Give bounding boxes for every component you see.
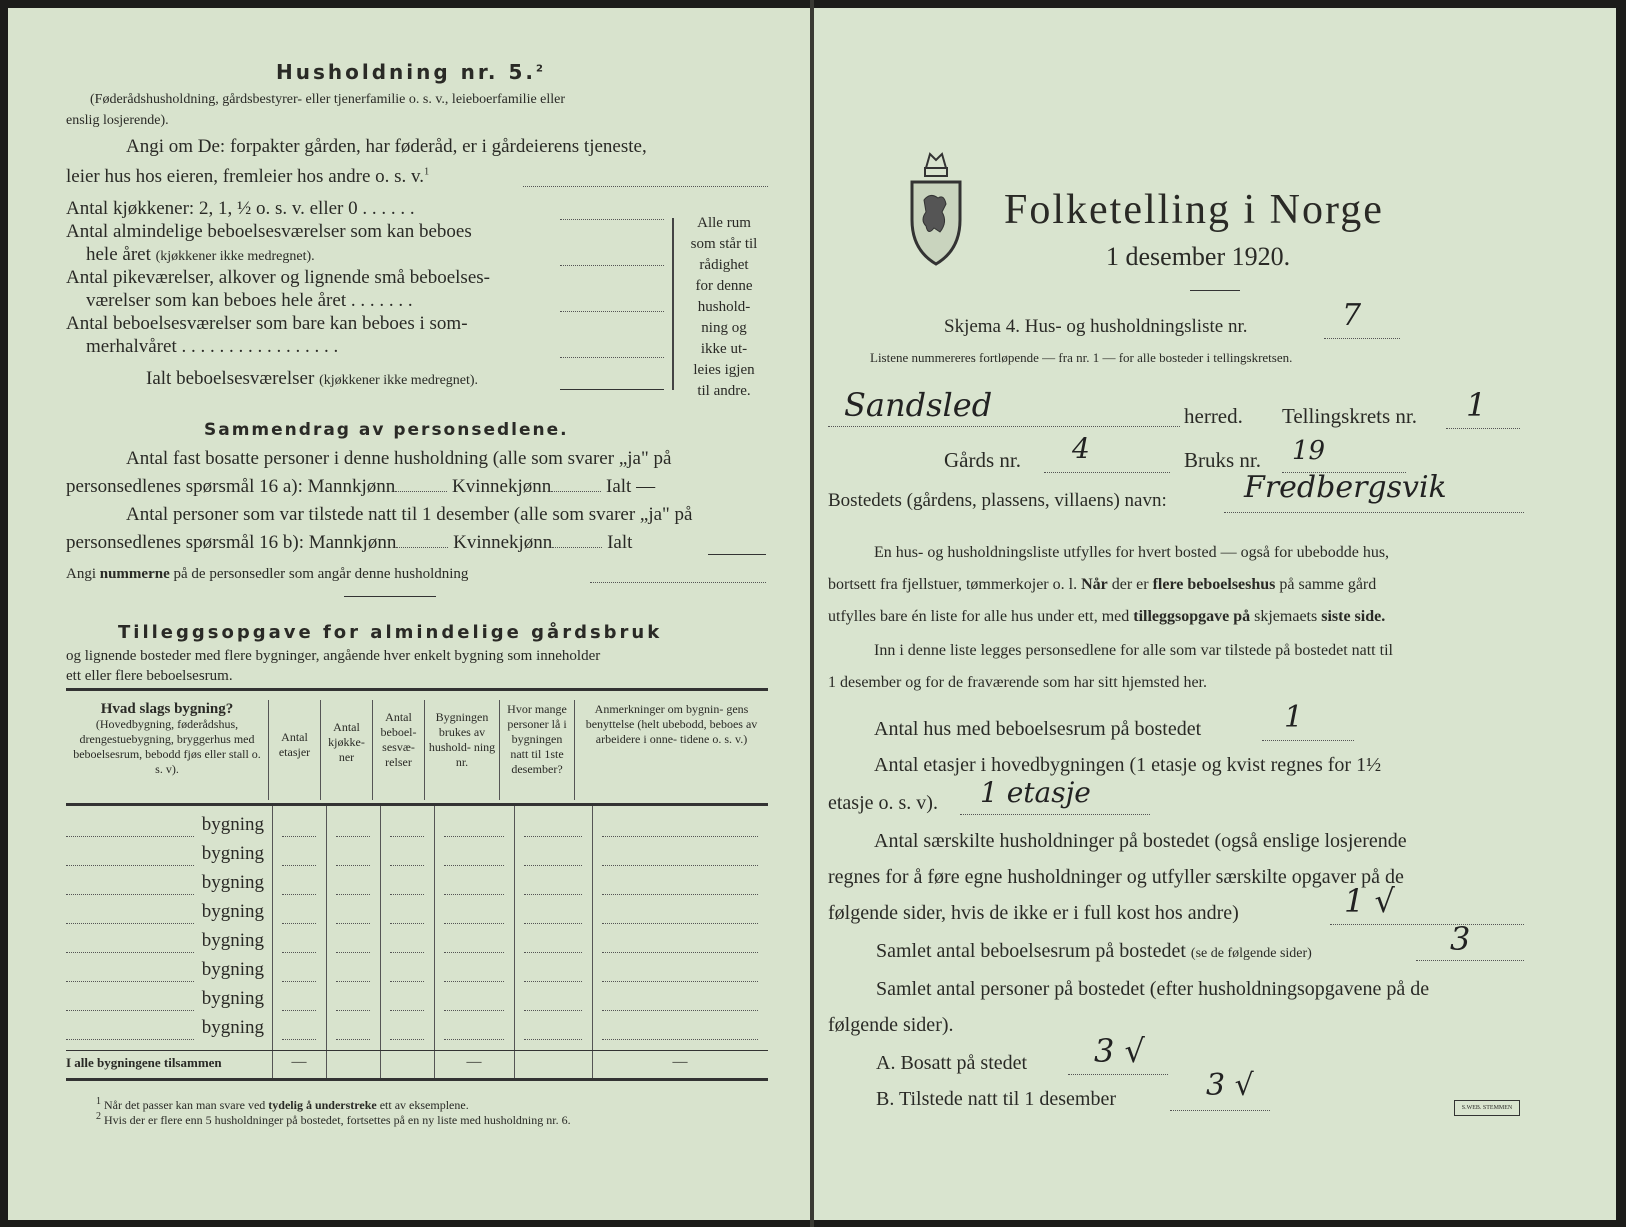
rom3-label-a: Antal beboelsesværelser som bare kan beboes i som- [66,313,468,334]
table-column-rule [326,806,327,1078]
kjokken-field[interactable] [560,219,664,220]
husholdning-title: Husholdning nr. 5.$^2$ [276,60,546,84]
bygning-row-cell[interactable] [602,894,758,895]
side-note-line: ikke ut- [700,341,748,357]
bosted-value[interactable]: Fredbergsvik [1244,470,1447,505]
angi-nummer: Angi nummerne på de personsedler som angår denne husholdning [66,566,469,582]
brace [672,218,674,390]
samlet-pers-line-2: følgende sider). [828,1014,954,1036]
bygning-row-cell[interactable] [444,1010,504,1011]
bruks-label: Bruks nr. [1184,448,1262,472]
bygning-row-cell[interactable] [390,1010,424,1011]
hus-value[interactable]: 1 [1284,700,1304,735]
bygning-row-cell[interactable] [524,836,582,837]
sammendrag-title: Sammendrag av personsedlene. [204,420,569,440]
herred-value[interactable]: Sandsled [844,386,993,424]
side-note-line: for denne [695,278,753,294]
bygning-row-cell[interactable] [602,836,758,837]
header-anmerkninger: Anmerkninger om bygnin- gens benyttelse (helt ubebodd, beboes av arbeidere i onne- tidene o. s. v.) [575,700,769,800]
bygning-row-cell[interactable] [390,952,424,953]
footnote-2: $^2$ Hvis der er flere enn 5 husholdninger på bostedet, fortsettes på en ny liste med husholdning nr. 6. [96,1111,571,1127]
samlet-rom-label: Samlet antal beboelsesrum på bostedet (se de følgende sider) [876,940,1312,962]
bygning-row-cell[interactable] [336,1039,370,1040]
table-column-rule [380,806,381,1078]
bygning-row-cell[interactable] [336,865,370,866]
bygning-row-cell[interactable] [282,865,316,866]
info-line-5: 1 desember og for de fraværende som har sitt hjemsted her. [828,674,1207,691]
side-note-line: hushold- [697,299,751,315]
hus-label: Antal hus med beboelsesrum på bostedet [874,718,1202,740]
bygning-row-cell[interactable] [282,836,316,837]
total-row-mark: — [291,1054,307,1070]
bygning-row-cell[interactable] [336,836,370,837]
census-date: 1 desember 1920. [1106,242,1291,271]
rom2-field[interactable] [560,311,664,312]
bygning-row-cell[interactable] [602,1010,758,1011]
printer-stamp: S.WEB. STEMMEN [1454,1100,1520,1116]
rom1-label-a: Antal almindelige beboelsesværelser som kan beboes [66,221,472,242]
tilstede-label: B. Tilstede natt til 1 desember [876,1088,1116,1110]
bygning-row-label: bygning [201,843,264,864]
bygning-row-cell[interactable] [444,1039,504,1040]
skjema-line [1324,338,1400,339]
samlet-rom-line [1416,960,1524,961]
left-page [8,8,810,1220]
angi-line-1: Angi om De: forpakter gården, har føderåd, er i gårdeierens tjeneste, [126,136,647,157]
bygning-row-cell[interactable] [390,1039,424,1040]
gards-label: Gårds nr. [944,448,1021,472]
fast-line-2: personsedlenes spørsmål 16 a): Mannkjønn Kvinnekjønn Ialt — [66,476,656,497]
side-note-line: som står til [690,236,758,252]
etasjer-line-2: etasje o. s. v). [828,792,938,814]
norway-coat-of-arms-icon [908,150,964,268]
table-header-rule [66,803,768,806]
rom1-field[interactable] [560,265,664,266]
bygning-row-cell[interactable] [524,865,582,866]
tellingskrets-value[interactable]: 1 [1466,386,1487,424]
tilstede-line [1170,1110,1270,1111]
bygning-row-field[interactable] [66,836,194,837]
table-column-rule [434,806,435,1078]
bygning-row-field[interactable] [66,1010,194,1011]
rom3-field[interactable] [560,357,664,358]
side-note [684,213,764,402]
bygning-row-cell[interactable] [602,1039,758,1040]
etasjer-line [960,814,1150,815]
tillegg-title: Tilleggsopgave for almindelige gårdsbruk [118,622,663,643]
tillegg-line-2: ett eller flere beboelsesrum. [66,668,233,684]
bygning-row-field[interactable] [66,981,194,982]
bygning-row-label: bygning [201,930,264,951]
samlet-pers-line-1: Samlet antal personer på bostedet (efter husholdningsopgavene på de [876,978,1430,1000]
side-note-line: til andre. [697,383,751,399]
bygning-row-cell[interactable] [444,981,504,982]
listene-note: Listene nummereres fortløpende — fra nr. 1 — for alle bosteder i tellingskretsen. [870,350,1293,365]
bygning-row-cell[interactable] [390,865,424,866]
rom3-label-b: merhalvåret . . . . . . . . . . . . . . . . . [86,336,339,357]
angi-line-2: leier hus hos eieren, fremleier hos andre o. s. v.$^1$ [66,166,430,187]
ialt-rom-label: Ialt beboelsesværelser (kjøkkener ikke medregnet). [146,368,479,389]
page-title: Folketelling i Norge [1004,187,1384,233]
tillegg-line-1: og lignende bosteder med flere bygninger, angående hver enkelt bygning som inneholder [66,648,601,664]
total-row-mark: — [672,1054,688,1070]
bygning-row-cell[interactable] [602,865,758,866]
bygning-row-cell[interactable] [336,894,370,895]
bygning-row-label: bygning [201,1017,264,1038]
bygning-row-cell[interactable] [282,1010,316,1011]
bosatt-line [1068,1074,1168,1075]
intro-note-2: enslig losjerende). [66,113,169,128]
gards-value[interactable]: 4 [1072,432,1090,465]
bosted-label: Bostedets (gårdens, plassens, villaens) navn: [828,490,1167,511]
skjema-value[interactable]: 7 [1342,298,1362,333]
bygning-row-cell[interactable] [336,923,370,924]
bygning-row-cell[interactable] [602,981,758,982]
gards-line [1044,472,1170,473]
table-column-rule [592,806,593,1078]
bygning-row-field[interactable] [66,952,194,953]
bosted-line [1224,512,1524,513]
saerskilte-value[interactable]: 1 √ [1344,882,1395,920]
ialt-tilst-field[interactable] [708,554,766,555]
bygning-row-cell[interactable] [524,894,582,895]
bygning-row-cell[interactable] [336,952,370,953]
intro-note: (Føderådshusholdning, gårdsbestyrer- eller tjenerfamilie o. s. v., leieboerfamilie eller [90,92,566,107]
header-kjokken: Antal kjøkke- ner [321,700,373,800]
header-building-type: Hvad slags bygning? (Hovedbygning, føderådshus, drengestuebygning, bryggerhus med beboelsesrum, bebodd fjøs eller stall o. s. v). [73,701,261,776]
bygning-row-cell[interactable] [524,1039,582,1040]
bygning-row-field[interactable] [66,923,194,924]
bygning-row-cell[interactable] [282,981,316,982]
side-note-line: leies igjen [693,362,755,378]
bygning-row-label: bygning [201,901,264,922]
angi-answer-line[interactable] [523,186,768,187]
bygning-row-cell[interactable] [336,1010,370,1011]
header-etasjer: Antal etasjer [269,700,321,800]
herred-line [828,426,1180,427]
bygning-row-cell[interactable] [444,894,504,895]
bygning-row-label: bygning [201,959,264,980]
kjokken-label: Antal kjøkkener: 2, 1, ½ o. s. v. eller 0 . . . . . . [66,198,415,219]
samlet-rom-value[interactable]: 3 [1450,920,1471,958]
fast-line-1: Antal fast bosatte personer i denne husholdning (alle som svarer „ja" på [126,448,672,469]
info-line-3: utfylles bare én liste for alle hus under ett, med tilleggsopgave på skjemaets siste side. [828,608,1386,625]
bygning-row-cell[interactable] [390,894,424,895]
bygning-row-cell[interactable] [524,952,582,953]
bosatt-value[interactable]: 3 √ [1094,1032,1145,1070]
bygning-row-label: bygning [201,872,264,893]
bygning-row-field[interactable] [66,1039,194,1040]
skjema-label: Skjema 4. Hus- og husholdningsliste nr. [944,316,1248,337]
tellingskrets-line [1446,428,1520,429]
side-note-line: rådighet [699,257,749,273]
bygning-row-cell[interactable] [390,981,424,982]
bosatt-label: A. Bosatt på stedet [876,1052,1028,1074]
footnote-1: $^1$ Når det passer kan man svare ved tydelig å understreke ett av eksemplene. [96,1096,469,1112]
bygning-row-cell[interactable] [390,836,424,837]
header-husholdning-nr: Bygningen brukes av hushold- ning nr. [425,700,500,800]
saerskilte-line-3: følgende sider, hvis de ikke er i full kost hos andre) [828,902,1239,924]
rom2-label-a: Antal pikeværelser, alkover og lignende små beboelses- [66,267,490,288]
side-note-line: Alle rum [697,215,751,231]
bygning-row-cell[interactable] [282,923,316,924]
tilstede-value[interactable]: 3 √ [1206,1068,1254,1103]
hus-line [1262,740,1354,741]
building-table [66,700,768,800]
bygning-row-field[interactable] [66,894,194,895]
bygning-row-cell[interactable] [444,923,504,924]
right-page [814,8,1616,1220]
bygning-row-label: bygning [201,988,264,1009]
bruks-value[interactable]: 19 [1292,436,1326,466]
bygning-row-cell[interactable] [524,981,582,982]
info-line-4: Inn i denne liste legges personsedlene for alle som var tilstede på bostedet natt til [874,642,1393,659]
info-line-2: bortsett fra fjellstuer, tømmerkojer o. l. Når der er flere beboelseshus på samme gård [828,576,1377,593]
rom1-label-b: hele året (kjøkkener ikke medregnet). [86,244,315,265]
table-column-rule [514,806,515,1078]
bygning-row-cell[interactable] [524,923,582,924]
angi-nummer-field[interactable] [590,582,766,583]
saerskilte-line [1330,924,1524,925]
bygning-row-cell[interactable] [444,865,504,866]
tilst-line-1: Antal personer som var tilstede natt til 1 desember (alle som svarer „ja" på [126,504,693,525]
table-top-rule [66,688,768,691]
rom2-label-b: værelser som kan beboes hele året . . . . . . . [86,290,413,311]
table-total-rule [66,1050,768,1051]
bygning-row-cell[interactable] [282,1039,316,1040]
etasjer-value[interactable]: 1 etasje [980,776,1091,809]
ialt-rom-field[interactable] [560,389,664,390]
bygning-row-cell[interactable] [524,1010,582,1011]
etasjer-line-1: Antal etasjer i hovedbygningen (1 etasje og kvist regnes for 1½ [874,754,1382,776]
saerskilte-line-1: Antal særskilte husholdninger på bostedet (også enslige losjerende [874,830,1407,852]
tilst-line-2: personsedlenes spørsmål 16 b): Mannkjønn Kvinnekjønn Ialt [66,532,633,553]
table-column-rule [272,806,273,1078]
bygning-row-cell[interactable] [282,952,316,953]
total-row-label: I alle bygningene tilsammen [66,1055,222,1070]
herred-label: herred. [1184,404,1243,428]
header-beboelsesvaerelser: Antal beboel- sesvæ- relser [373,700,425,800]
header-personer: Hvor mange personer lå i bygningen natt til 1ste desember? [500,700,575,800]
saerskilte-line-2: regnes for å føre egne husholdninger og utfyller særskilte opgaver på de [828,866,1404,888]
bygning-row-label: bygning [201,814,264,835]
table-bottom-rule [66,1078,768,1081]
table-header-row [66,700,768,800]
divider [344,596,436,597]
title-rule [1190,290,1240,291]
info-line-1: En hus- og husholdningsliste utfylles for hvert bosted — også for ubebodde hus, [874,544,1390,561]
side-note-line: ning og [701,320,747,336]
bygning-row-cell[interactable] [602,923,758,924]
bygning-row-field[interactable] [66,865,194,866]
bygning-row-cell[interactable] [282,894,316,895]
bygning-row-cell[interactable] [390,923,424,924]
bygning-row-cell[interactable] [444,952,504,953]
bygning-row-cell[interactable] [336,981,370,982]
bygning-row-cell[interactable] [602,952,758,953]
bygning-row-cell[interactable] [444,836,504,837]
total-row-mark: — [466,1054,482,1070]
tellingskrets-label: Tellingskrets nr. [1282,404,1418,428]
